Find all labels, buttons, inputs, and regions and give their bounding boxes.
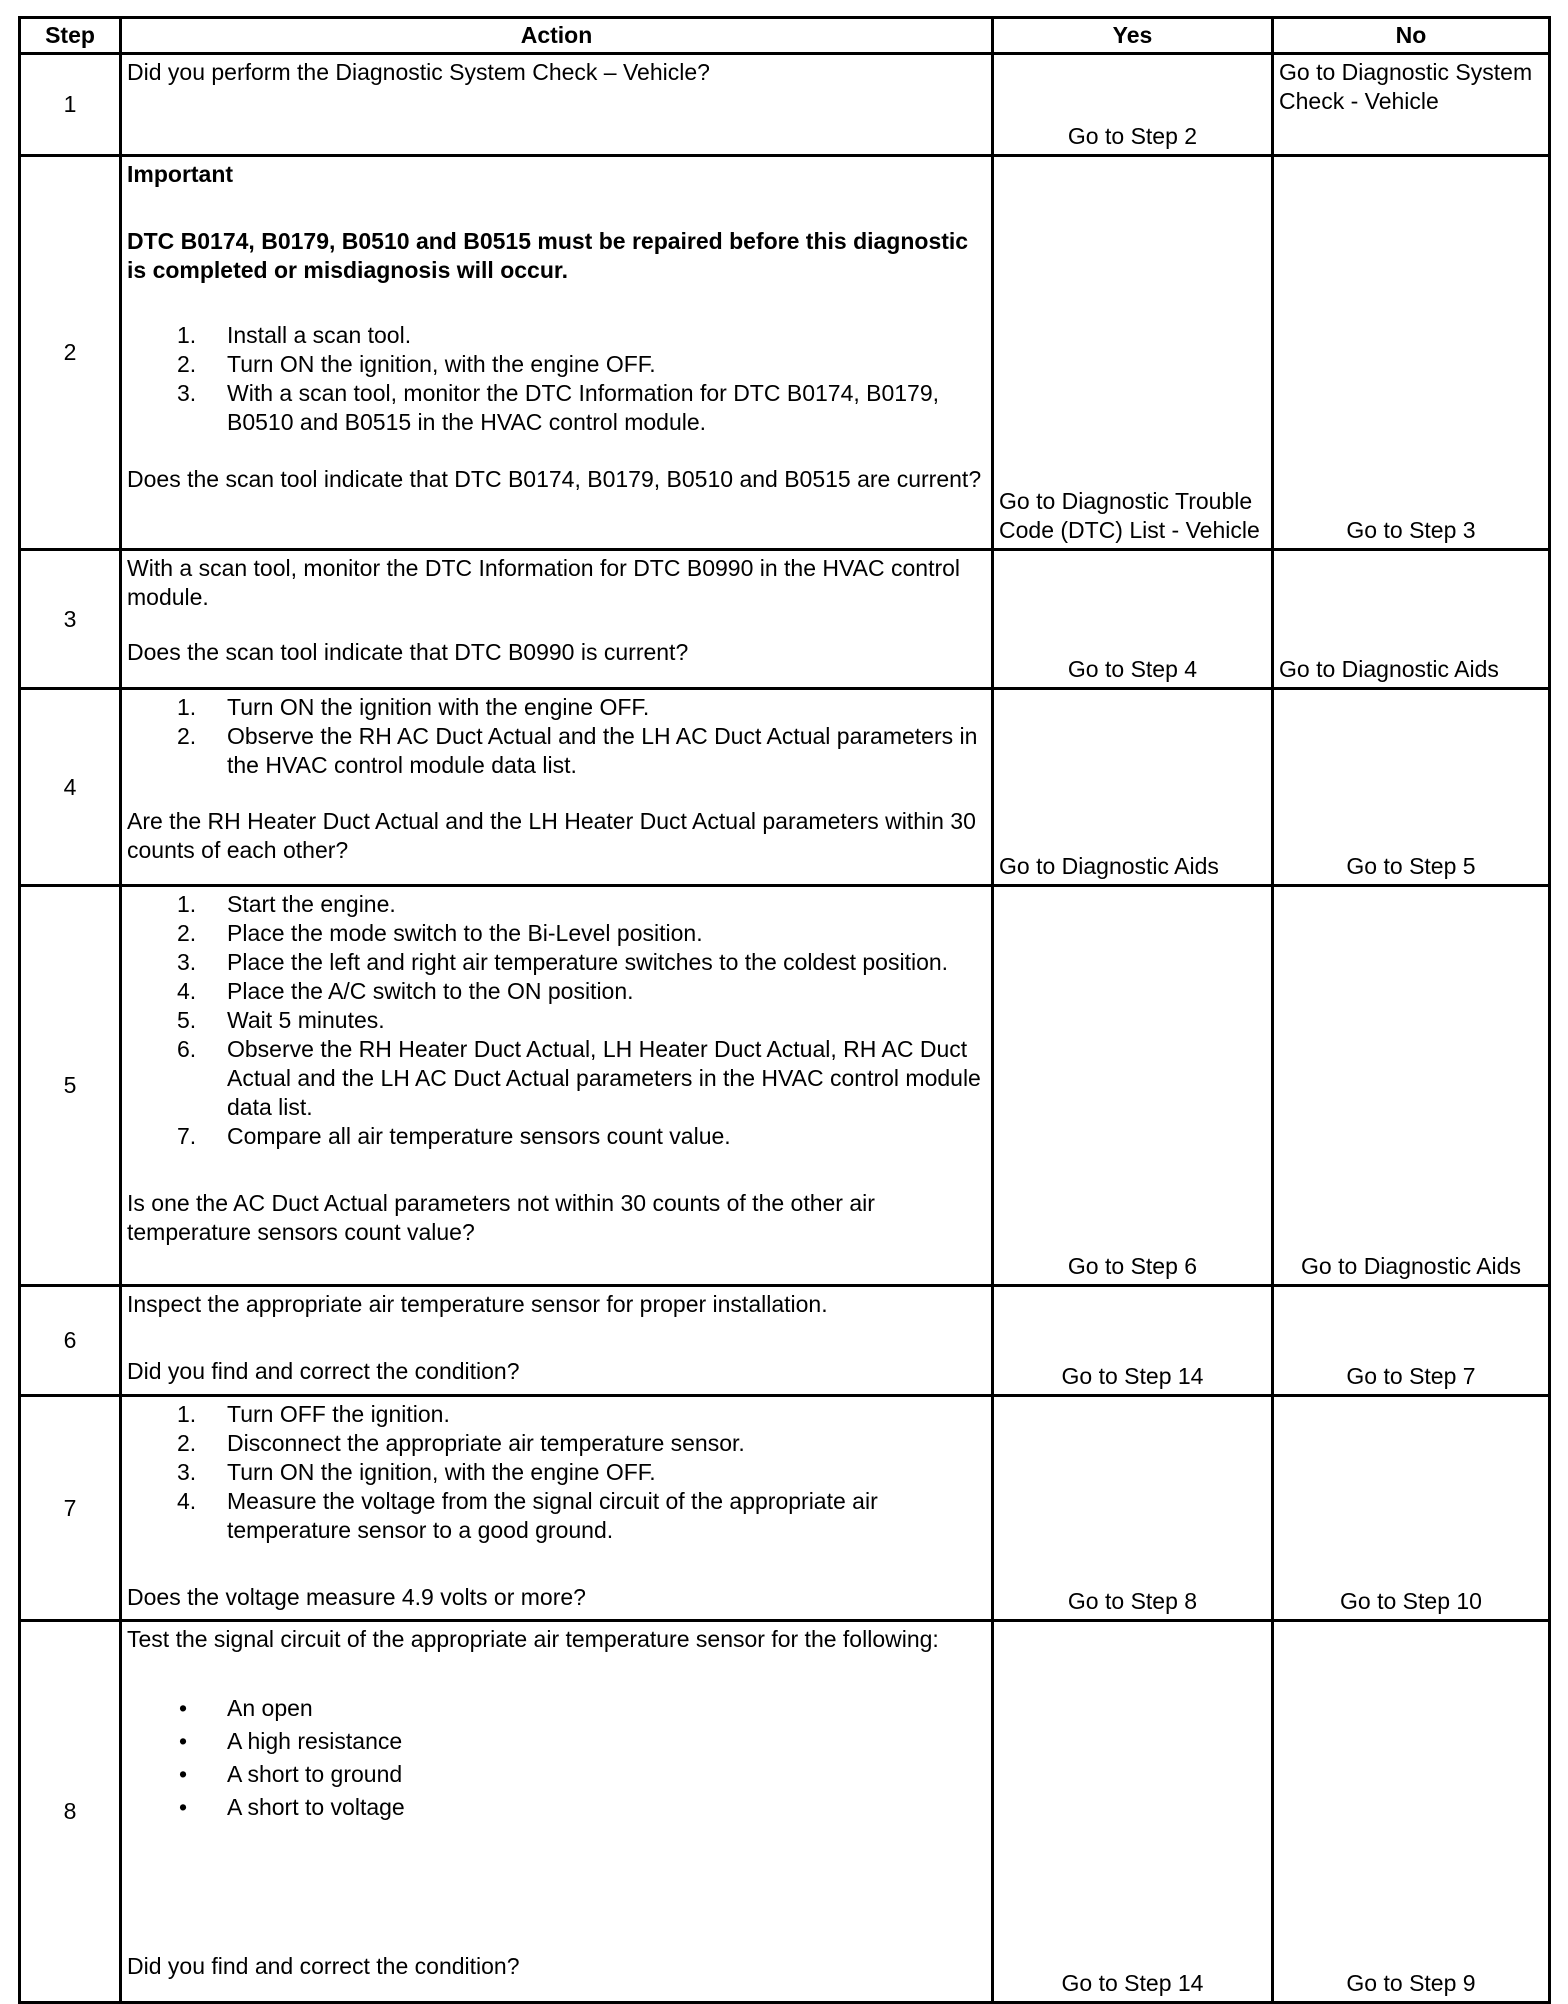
important-title: Important	[127, 161, 234, 187]
yes-cell: Go to Step 14	[993, 1286, 1273, 1396]
step-list	[127, 890, 986, 1151]
question-text: Did you find and correct the condition?	[127, 1953, 520, 1979]
table-row	[20, 1621, 1550, 2003]
yes-cell: Go to Diagnostic Trouble Code (DTC) List - Vehicle	[993, 156, 1273, 550]
no-cell: Go to Diagnostic Aids	[1273, 550, 1550, 689]
list-item: 1. Start the engine.	[177, 891, 396, 917]
list-item: • An open	[179, 1695, 313, 1721]
action-cell	[121, 1621, 993, 2003]
action-cell	[121, 156, 993, 550]
no-cell: Go to Diagnostic Aids	[1273, 886, 1550, 1286]
list-item: 1. Install a scan tool.	[177, 322, 412, 348]
step-list	[127, 1400, 986, 1545]
no-cell: Go to Step 10	[1273, 1396, 1550, 1621]
yes-cell: Go to Diagnostic Aids	[993, 689, 1273, 886]
header-row	[20, 18, 1550, 54]
list-item: 3. With a scan tool, monitor the DTC Information for DTC B0174, B0179, B0510 and B0515 in the HVAC control module.	[177, 380, 940, 435]
list-item: 4. Place the A/C switch to the ON position.	[177, 978, 634, 1004]
no-cell: Go to Step 9	[1273, 1621, 1550, 2003]
header-yes: Yes	[993, 18, 1273, 54]
header-action: Action	[121, 18, 993, 54]
yes-cell: Go to Step 14	[993, 1621, 1273, 2003]
table-row	[20, 886, 1550, 1286]
no-cell: Go to Diagnostic System Check - Vehicle	[1273, 54, 1550, 156]
action-cell	[121, 886, 993, 1286]
intro-text: Test the signal circuit of the appropriate air temperature sensor for the following:	[127, 1626, 939, 1652]
diagnostic-table	[18, 16, 1551, 2004]
bullet-list	[127, 1692, 986, 1824]
table-row	[20, 550, 1550, 689]
action-cell	[121, 550, 993, 689]
list-item: • A short to voltage	[179, 1794, 405, 1820]
header-no: No	[1273, 18, 1550, 54]
list-item: 3. Place the left and right air temperature switches to the coldest position.	[177, 949, 949, 975]
important-text: DTC B0174, B0179, B0510 and B0515 must be repaired before this diagnostic is completed or misdiagnosis will occur.	[127, 228, 969, 283]
question-text: Is one the AC Duct Actual parameters not within 30 counts of the other air temperature sensors count value?	[127, 1190, 875, 1245]
question-text: Did you find and correct the condition?	[127, 1358, 520, 1384]
step-number: 2	[20, 156, 121, 550]
intro-text: With a scan tool, monitor the DTC Information for DTC B0990 in the HVAC control module.	[127, 555, 961, 610]
step-number: 6	[20, 1286, 121, 1396]
table-row	[20, 1286, 1550, 1396]
step-number: 3	[20, 550, 121, 689]
action-cell	[121, 689, 993, 886]
question-text: Does the voltage measure 4.9 volts or more?	[127, 1584, 586, 1610]
list-item: 1. Turn OFF the ignition.	[177, 1401, 450, 1427]
step-list	[127, 321, 986, 437]
list-item: 7. Compare all air temperature sensors count value.	[177, 1123, 731, 1149]
list-item: 6. Observe the RH Heater Duct Actual, LH Heater Duct Actual, RH AC Duct Actual and the LH AC Duct Actual parameters in the HVAC control module data list.	[177, 1036, 981, 1120]
list-item: 3. Turn ON the ignition, with the engine OFF.	[177, 1459, 656, 1485]
list-item: 2. Disconnect the appropriate air temperature sensor.	[177, 1430, 745, 1456]
list-item: 1. Turn ON the ignition with the engine OFF.	[177, 694, 650, 720]
yes-cell: Go to Step 2	[993, 54, 1273, 156]
action-cell	[121, 1286, 993, 1396]
action-cell	[121, 54, 993, 156]
step-list	[127, 693, 986, 780]
list-item: 2. Place the mode switch to the Bi-Level position.	[177, 920, 703, 946]
no-cell: Go to Step 3	[1273, 156, 1550, 550]
question-text: Did you perform the Diagnostic System Check – Vehicle?	[127, 59, 710, 85]
yes-cell: Go to Step 4	[993, 550, 1273, 689]
list-item: • A high resistance	[179, 1728, 403, 1754]
step-number: 1	[20, 54, 121, 156]
table-row	[20, 689, 1550, 886]
table-row	[20, 156, 1550, 550]
yes-cell: Go to Step 8	[993, 1396, 1273, 1621]
yes-cell: Go to Step 6	[993, 886, 1273, 1286]
intro-text: Inspect the appropriate air temperature sensor for proper installation.	[127, 1291, 828, 1317]
step-number: 5	[20, 886, 121, 1286]
list-item: 2. Turn ON the ignition, with the engine OFF.	[177, 351, 656, 377]
header-step: Step	[20, 18, 121, 54]
list-item: 4. Measure the voltage from the signal circuit of the appropriate air temperature sensor to a good ground.	[177, 1488, 878, 1543]
step-number: 7	[20, 1396, 121, 1621]
list-item: 2. Observe the RH AC Duct Actual and the LH AC Duct Actual parameters in the HVAC control module data list.	[177, 723, 978, 778]
question-text: Does the scan tool indicate that DTC B0990 is current?	[127, 639, 689, 665]
list-item: 5. Wait 5 minutes.	[177, 1007, 385, 1033]
table-row	[20, 54, 1550, 156]
step-number: 4	[20, 689, 121, 886]
list-item: • A short to ground	[179, 1761, 403, 1787]
table-row	[20, 1396, 1550, 1621]
step-number: 8	[20, 1621, 121, 2003]
no-cell: Go to Step 7	[1273, 1286, 1550, 1396]
no-cell: Go to Step 5	[1273, 689, 1550, 886]
question-text: Does the scan tool indicate that DTC B0174, B0179, B0510 and B0515 are current?	[127, 466, 982, 492]
question-text: Are the RH Heater Duct Actual and the LH Heater Duct Actual parameters within 30 counts of each other?	[127, 808, 976, 863]
action-cell	[121, 1396, 993, 1621]
